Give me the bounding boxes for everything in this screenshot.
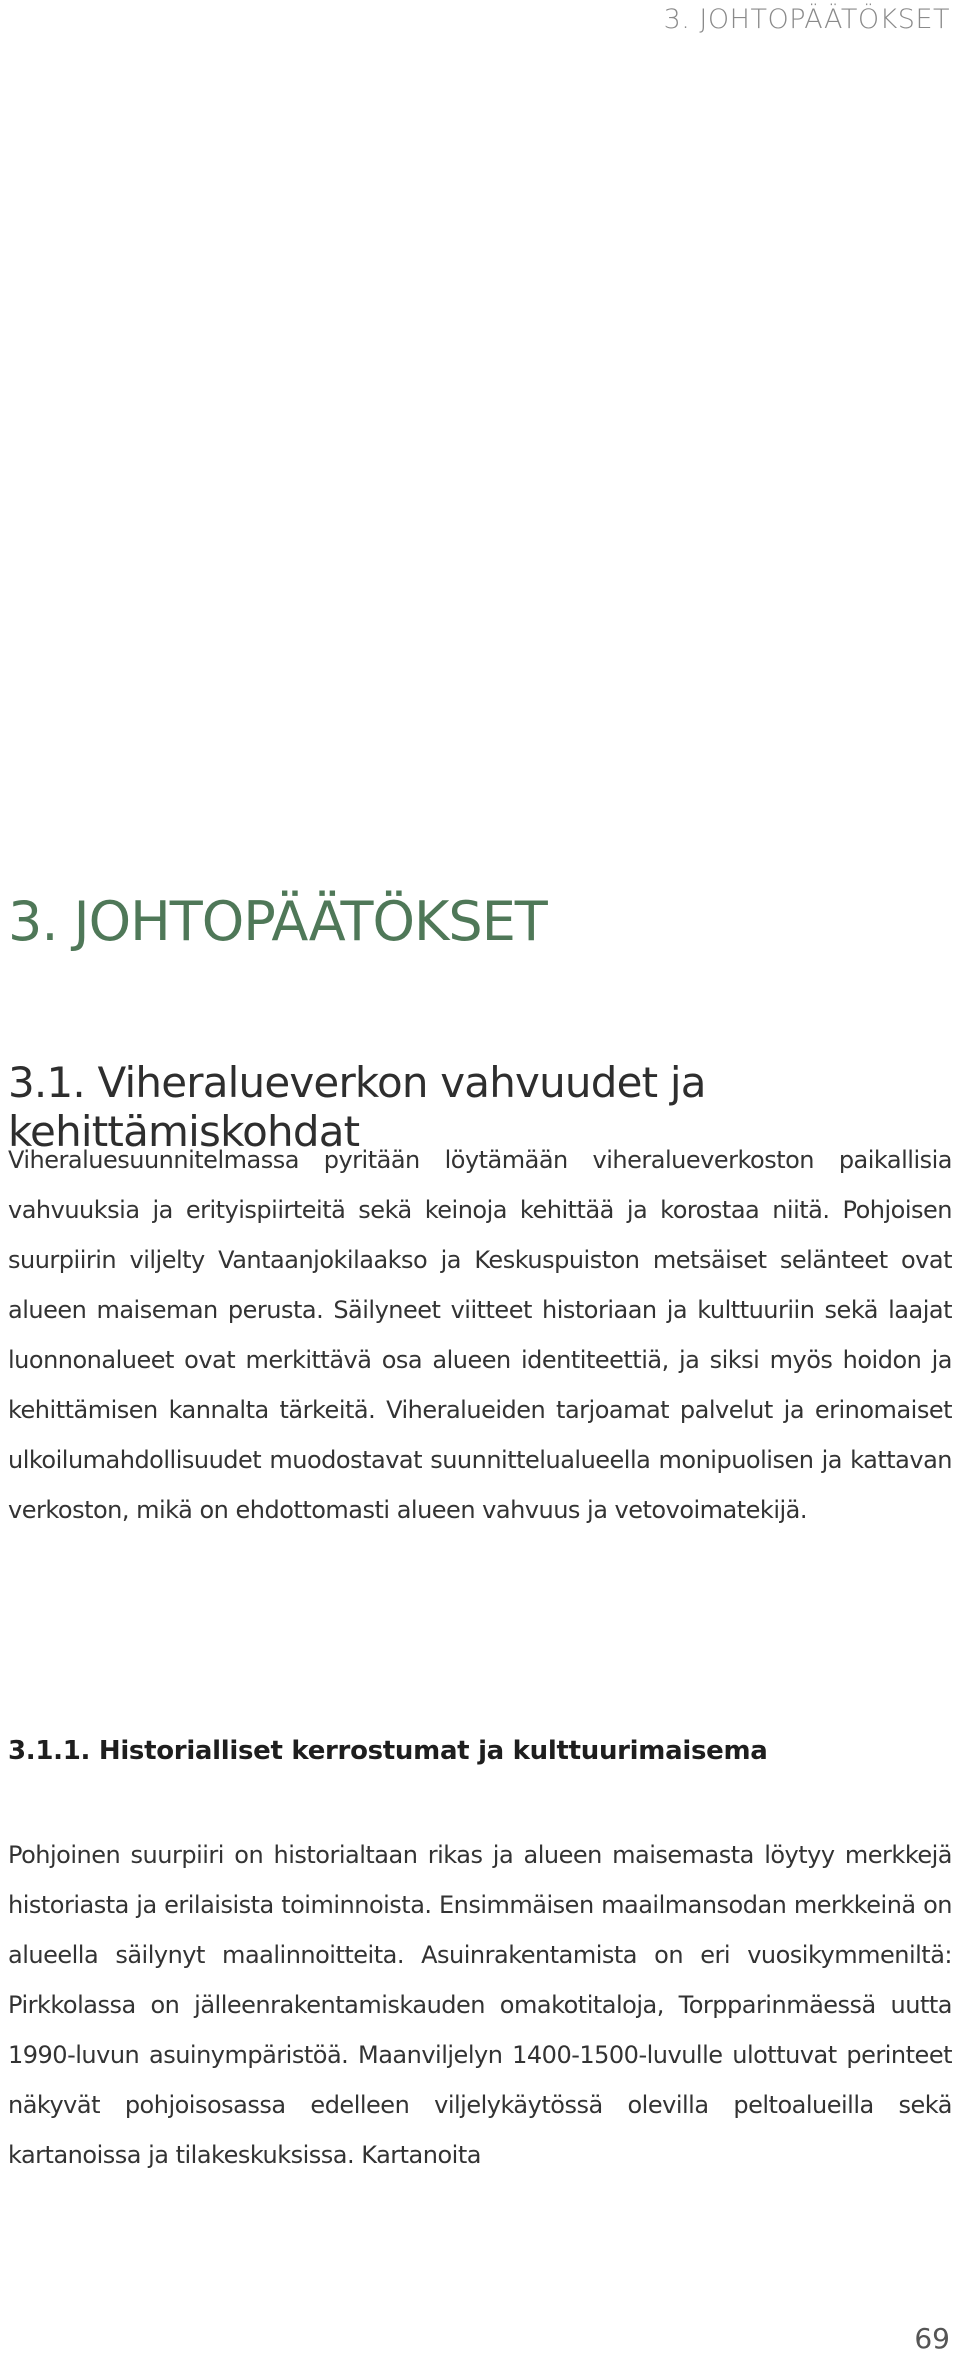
running-header: 3. JOHTOPÄÄTÖKSET [663,4,950,35]
section-title: 3.1. Viheralueverkon vahvuudet ja kehittämiskohdat [8,1058,706,1156]
subsection-paragraph: Pohjoinen suurpiiri on historialtaan rikas ja alueen maisemasta löytyy merkkejä historiasta ja erilaisista toiminnoista. Ensimmäisen maailmansodan merkkeinä on alueella säilynyt maalinnoitteita. Asuinrakentamista on eri vuosikymmeniltä: Pirkkolassa on jälleenrakentamiskauden omakotitaloja, Torpparinmäessä uutta 1990-luvun asuinympäristöä. Maanviljelyn 1400-1500-luvulle ulottuvat perinteet näkyvät pohjoisosassa edelleen viljelykäytössä olevilla peltoalueilla sekä kartanoissa ja tilakeskuksissa. Kartanoita [8,1841,952,2169]
chapter-title: 3. JOHTOPÄÄTÖKSET [8,890,547,953]
section-paragraph: Viheraluesuunnitelmassa pyritään löytämään viheralueverkoston paikallisia vahvuuksia ja erityispiirteitä sekä keinoja kehittää ja korostaa niitä. Pohjoisen suurpiirin viljelty Vantaanjokilaakso ja Keskuspuiston metsäiset selänteet ovat alueen maiseman perusta. Säilyneet viitteet historiaan ja kulttuuriin sekä laajat luonnonalueet ovat merkittävä osa alueen identiteettiä, ja siksi myös hoidon ja kehittämisen kannalta tärkeitä. Viheralueiden tarjoamat palvelut ja erinomaiset ulkoilumahdollisuudet muodostavat suunnittelualueella monipuolisen ja kattavan verkoston, mikä on ehdottomasti alueen vahvuus ja vetovoimatekijä. [8,1146,952,1524]
page-number: 69 [914,2322,950,2355]
subsection-title: 3.1.1. Historialliset kerrostumat ja kulttuurimaisema [8,1736,768,1766]
